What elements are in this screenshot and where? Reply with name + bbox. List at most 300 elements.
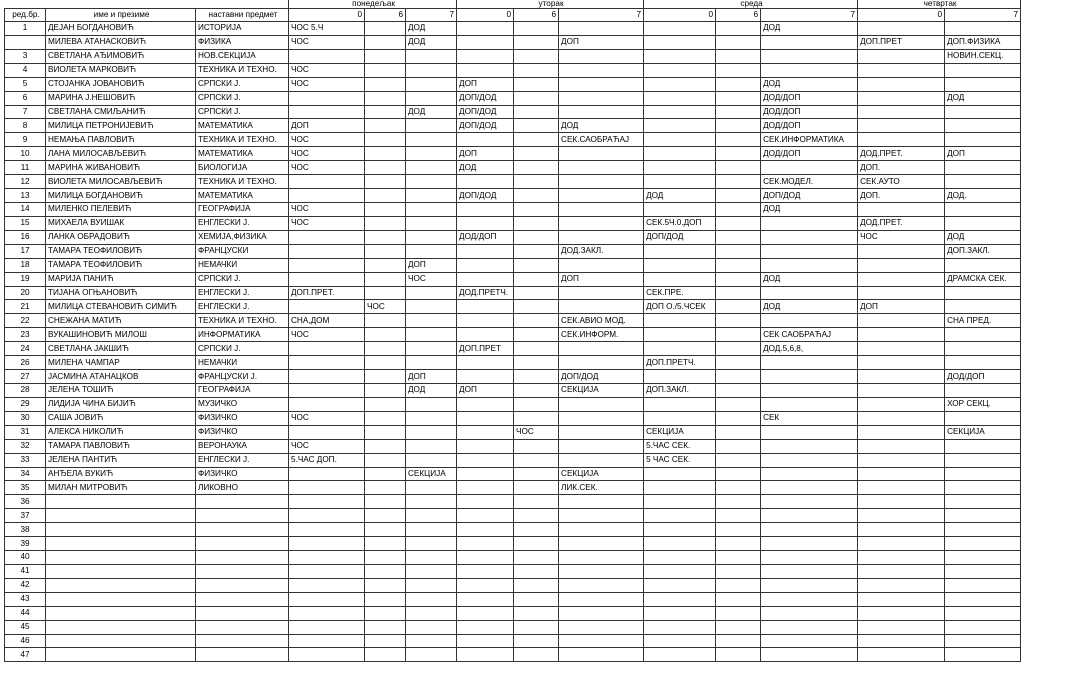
teacher-name-cell: ТАМАРА ТЕОФИЛОВИЋ <box>46 258 196 272</box>
teacher-name-cell: ЈАСМИНА АТАНАЦКОВ <box>46 370 196 384</box>
teacher-name-cell: МАРИЈА ПАНИЋ <box>46 272 196 286</box>
schedule-cell <box>514 564 559 578</box>
schedule-cell <box>406 202 457 216</box>
table-row <box>5 300 1021 314</box>
schedule-cell <box>644 411 716 425</box>
schedule-cell <box>644 49 716 63</box>
subject-cell: БИОЛОГИЈА <box>196 161 289 175</box>
schedule-cell <box>716 425 761 439</box>
schedule-cell <box>514 272 559 286</box>
row-number-cell: 15 <box>5 216 46 230</box>
schedule-cell <box>761 161 858 175</box>
table-row <box>5 411 1021 425</box>
schedule-cell <box>406 592 457 606</box>
schedule-cell: ДОП <box>406 370 457 384</box>
schedule-cell <box>514 258 559 272</box>
schedule-cell: ДОД <box>945 230 1021 244</box>
schedule-cell <box>716 49 761 63</box>
schedule-cell <box>514 606 559 620</box>
schedule-cell <box>289 397 365 411</box>
schedule-cell <box>644 578 716 592</box>
schedule-cell <box>406 189 457 203</box>
schedule-cell <box>644 342 716 356</box>
subject-cell: ЕНГЛЕСКИ Ј. <box>196 286 289 300</box>
subject-cell: СРПСКИ Ј. <box>196 105 289 119</box>
subject-cell: ТЕХНИКА И ТЕХНО. <box>196 175 289 189</box>
schedule-cell <box>365 161 406 175</box>
schedule-cell <box>644 133 716 147</box>
schedule-cell <box>761 606 858 620</box>
schedule-cell <box>406 606 457 620</box>
schedule-cell <box>289 523 365 537</box>
schedule-cell: ХОР СЕКЦ. <box>945 397 1021 411</box>
schedule-cell <box>406 495 457 509</box>
name-column-header: име и презиме <box>46 9 196 22</box>
schedule-cell <box>289 49 365 63</box>
schedule-cell <box>365 495 406 509</box>
table-row <box>5 356 1021 370</box>
period-header: 0 <box>858 9 945 22</box>
schedule-cell <box>365 77 406 91</box>
table-row <box>5 91 1021 105</box>
schedule-cell: СЕК <box>761 411 858 425</box>
schedule-cell <box>457 63 514 77</box>
schedule-cell <box>761 620 858 634</box>
schedule-cell <box>457 22 514 36</box>
row-number-cell: 28 <box>5 383 46 397</box>
schedule-cell <box>644 147 716 161</box>
schedule-cell: ДОД.ЗАКЛ. <box>559 244 644 258</box>
schedule-cell <box>406 49 457 63</box>
schedule-cell <box>716 147 761 161</box>
schedule-cell <box>514 439 559 453</box>
schedule-cell <box>365 49 406 63</box>
schedule-cell <box>514 35 559 49</box>
schedule-cell <box>365 634 406 648</box>
schedule-cell <box>716 634 761 648</box>
table-row <box>5 564 1021 578</box>
schedule-cell <box>644 161 716 175</box>
schedule-cell: ЧОС <box>365 300 406 314</box>
schedule-cell <box>514 537 559 551</box>
schedule-cell <box>406 77 457 91</box>
schedule-cell: СЕКЦИЈА <box>406 467 457 481</box>
schedule-cell <box>945 439 1021 453</box>
subject-cell: ВЕРОНАУКА <box>196 439 289 453</box>
schedule-cell: ДОД/ДОП <box>761 119 858 133</box>
schedule-cell <box>514 286 559 300</box>
schedule-cell <box>514 578 559 592</box>
schedule-cell <box>644 258 716 272</box>
schedule-cell <box>406 648 457 662</box>
schedule-cell <box>644 397 716 411</box>
table-row <box>5 495 1021 509</box>
row-number-cell: 45 <box>5 620 46 634</box>
schedule-cell <box>644 495 716 509</box>
day-wednesday: среда <box>644 0 858 9</box>
schedule-cell <box>858 314 945 328</box>
row-number-cell <box>5 35 46 49</box>
table-row <box>5 397 1021 411</box>
table-row <box>5 272 1021 286</box>
schedule-cell <box>406 481 457 495</box>
period-header: 7 <box>559 9 644 22</box>
row-number-cell: 35 <box>5 481 46 495</box>
table-row <box>5 328 1021 342</box>
schedule-cell: ДОД/ДОП <box>761 105 858 119</box>
schedule-cell <box>457 328 514 342</box>
schedule-cell <box>406 453 457 467</box>
schedule-cell <box>858 119 945 133</box>
subject-cell: ТЕХНИКА И ТЕХНО. <box>196 63 289 77</box>
table-row <box>5 119 1021 133</box>
schedule-cell <box>406 119 457 133</box>
teacher-name-cell <box>46 495 196 509</box>
schedule-cell <box>365 105 406 119</box>
subject-cell: ГЕОГРАФИЈА <box>196 202 289 216</box>
schedule-cell <box>514 481 559 495</box>
subject-cell: ИСТОРИЈА <box>196 22 289 36</box>
period-header: 7 <box>406 9 457 22</box>
schedule-cell <box>365 272 406 286</box>
schedule-cell: ДОП <box>559 35 644 49</box>
teacher-name-cell: МИЛЕНКО ПЕЛЕВИЋ <box>46 202 196 216</box>
schedule-cell <box>559 578 644 592</box>
schedule-cell <box>457 481 514 495</box>
schedule-cell <box>761 63 858 77</box>
schedule-cell: ЧОС <box>289 216 365 230</box>
schedule-cell: ДОП/ДОД <box>457 91 514 105</box>
schedule-cell <box>716 509 761 523</box>
schedule-cell <box>716 551 761 565</box>
schedule-cell <box>365 537 406 551</box>
schedule-cell: ДОД <box>457 161 514 175</box>
teacher-name-cell: САША ЈОВИЋ <box>46 411 196 425</box>
schedule-cell <box>559 216 644 230</box>
subject-cell <box>196 551 289 565</box>
table-row <box>5 314 1021 328</box>
row-number-cell: 27 <box>5 370 46 384</box>
schedule-cell <box>289 300 365 314</box>
schedule-cell <box>858 133 945 147</box>
schedule-cell: ЧОС <box>289 35 365 49</box>
table-row <box>5 648 1021 662</box>
subject-cell <box>196 648 289 662</box>
schedule-cell: СЕКЦИЈА <box>945 425 1021 439</box>
row-number-cell: 40 <box>5 551 46 565</box>
teacher-name-cell: ДЕЈАН БОГДАНОВИЋ <box>46 22 196 36</box>
schedule-cell <box>406 397 457 411</box>
schedule-cell <box>365 230 406 244</box>
schedule-cell <box>945 300 1021 314</box>
schedule-cell: ЧОС <box>406 272 457 286</box>
schedule-cell <box>457 49 514 63</box>
schedule-cell <box>289 383 365 397</box>
schedule-cell: СЕК.МОДЕЛ. <box>761 175 858 189</box>
schedule-cell: СНА ПРЕД. <box>945 314 1021 328</box>
schedule-cell <box>406 230 457 244</box>
schedule-cell <box>289 551 365 565</box>
period-header: 7 <box>945 9 1021 22</box>
schedule-cell <box>858 272 945 286</box>
schedule-cell <box>457 216 514 230</box>
schedule-cell <box>457 244 514 258</box>
period-header: 6 <box>365 9 406 22</box>
subject-cell <box>196 537 289 551</box>
schedule-cell <box>644 314 716 328</box>
schedule-cell <box>716 481 761 495</box>
schedule-cell <box>945 648 1021 662</box>
schedule-cell: ЧОС <box>289 202 365 216</box>
subject-column-header: наставни предмет <box>196 9 289 22</box>
period-header: 0 <box>644 9 716 22</box>
schedule-cell <box>514 63 559 77</box>
schedule-cell <box>559 189 644 203</box>
schedule-cell <box>365 564 406 578</box>
subject-cell: ФРАНЦУСКИ Ј. <box>196 370 289 384</box>
subject-cell: ГЕОГРАФИЈА <box>196 383 289 397</box>
schedule-cell <box>559 202 644 216</box>
schedule-cell <box>716 495 761 509</box>
schedule-cell: ЧОС <box>289 147 365 161</box>
schedule-cell <box>559 495 644 509</box>
table-row <box>5 592 1021 606</box>
schedule-cell <box>716 63 761 77</box>
schedule-cell <box>365 216 406 230</box>
schedule-cell <box>559 22 644 36</box>
teacher-name-cell: ВУКАШИНОВИЋ МИЛОШ <box>46 328 196 342</box>
teacher-name-cell: СВЕТЛАНА ЈАКШИЋ <box>46 342 196 356</box>
schedule-cell <box>716 314 761 328</box>
schedule-cell <box>716 397 761 411</box>
schedule-cell <box>945 202 1021 216</box>
schedule-cell: ДОД. <box>945 189 1021 203</box>
schedule-cell <box>514 119 559 133</box>
schedule-cell <box>289 189 365 203</box>
schedule-cell <box>716 467 761 481</box>
row-number-cell: 13 <box>5 189 46 203</box>
schedule-cell <box>716 258 761 272</box>
schedule-cell: ДОП.ЗАКЛ. <box>644 383 716 397</box>
schedule-cell <box>858 22 945 36</box>
schedule-cell <box>716 244 761 258</box>
schedule-cell <box>457 300 514 314</box>
day-header-row <box>5 0 1021 9</box>
schedule-cell <box>761 648 858 662</box>
schedule-cell <box>406 537 457 551</box>
schedule-cell <box>289 620 365 634</box>
schedule-cell <box>406 425 457 439</box>
schedule-cell <box>716 606 761 620</box>
schedule-cell <box>761 592 858 606</box>
subject-cell: ЛИКОВНО <box>196 481 289 495</box>
subject-cell: ИНФОРМАТИКА <box>196 328 289 342</box>
schedule-cell <box>289 481 365 495</box>
period-header: 0 <box>289 9 365 22</box>
row-number-cell: 46 <box>5 634 46 648</box>
schedule-cell <box>365 523 406 537</box>
schedule-cell <box>858 77 945 91</box>
schedule-cell: ДОП <box>858 300 945 314</box>
schedule-cell <box>457 578 514 592</box>
schedule-cell <box>559 453 644 467</box>
schedule-cell <box>289 648 365 662</box>
schedule-cell <box>289 592 365 606</box>
schedule-cell <box>644 119 716 133</box>
schedule-cell <box>289 370 365 384</box>
schedule-cell <box>716 411 761 425</box>
schedule-cell: ДОП/ДОД <box>457 105 514 119</box>
subject-cell: СРПСКИ Ј. <box>196 91 289 105</box>
table-row <box>5 286 1021 300</box>
schedule-cell: СЕК.5Ч.0.ДОП <box>644 216 716 230</box>
schedule-cell <box>457 523 514 537</box>
schedule-cell <box>858 411 945 425</box>
schedule-cell <box>514 202 559 216</box>
schedule-cell <box>761 314 858 328</box>
schedule-cell <box>457 439 514 453</box>
schedule-cell <box>644 370 716 384</box>
schedule-cell <box>559 49 644 63</box>
schedule-cell <box>289 244 365 258</box>
schedule-cell: СЕК САОБРАЋАЈ <box>761 328 858 342</box>
schedule-cell <box>716 272 761 286</box>
schedule-body <box>5 0 1021 662</box>
schedule-cell <box>716 370 761 384</box>
day-monday: понедељак <box>289 0 457 9</box>
schedule-cell <box>457 634 514 648</box>
schedule-cell <box>559 523 644 537</box>
teacher-name-cell: СТОЈАНКА ЈОВАНОВИЋ <box>46 77 196 91</box>
schedule-cell <box>716 22 761 36</box>
schedule-cell <box>457 453 514 467</box>
row-number-cell: 20 <box>5 286 46 300</box>
schedule-cell <box>858 620 945 634</box>
schedule-cell <box>644 77 716 91</box>
schedule-cell <box>761 397 858 411</box>
subject-cell: ФИЗИКА <box>196 35 289 49</box>
row-number-cell: 30 <box>5 411 46 425</box>
row-number-cell: 31 <box>5 425 46 439</box>
schedule-cell: ДОП. <box>858 161 945 175</box>
row-number-cell: 42 <box>5 578 46 592</box>
schedule-cell <box>365 133 406 147</box>
schedule-cell <box>514 523 559 537</box>
schedule-cell <box>289 258 365 272</box>
schedule-cell: ЧОС <box>289 328 365 342</box>
schedule-cell <box>514 77 559 91</box>
teacher-name-cell <box>46 606 196 620</box>
schedule-cell <box>858 592 945 606</box>
table-row <box>5 481 1021 495</box>
schedule-cell <box>457 356 514 370</box>
schedule-cell <box>945 77 1021 91</box>
schedule-cell <box>457 495 514 509</box>
schedule-cell <box>716 537 761 551</box>
schedule-cell <box>365 342 406 356</box>
row-number-cell: 12 <box>5 175 46 189</box>
schedule-cell <box>716 439 761 453</box>
schedule-cell <box>514 314 559 328</box>
schedule-cell <box>514 189 559 203</box>
schedule-cell <box>514 397 559 411</box>
schedule-cell <box>644 620 716 634</box>
schedule-cell: СЕК.АВИО МОД. <box>559 314 644 328</box>
schedule-cell <box>716 91 761 105</box>
schedule-cell <box>945 523 1021 537</box>
row-number-cell: 22 <box>5 314 46 328</box>
schedule-cell: 5.ЧАС СЕК. <box>644 439 716 453</box>
schedule-cell: ДОП О./5.ЧСЕК <box>644 300 716 314</box>
table-row <box>5 22 1021 36</box>
schedule-cell: ДОД/ДОП <box>761 147 858 161</box>
teacher-name-cell: АЛЕКСА НИКОЛИЋ <box>46 425 196 439</box>
teacher-name-cell <box>46 578 196 592</box>
schedule-cell <box>858 537 945 551</box>
schedule-cell: ЧОС <box>289 439 365 453</box>
schedule-cell <box>644 509 716 523</box>
schedule-cell <box>761 356 858 370</box>
teacher-name-cell <box>46 509 196 523</box>
schedule-cell: ДРАМСКА СЕК. <box>945 272 1021 286</box>
schedule-cell <box>761 634 858 648</box>
schedule-cell <box>365 439 406 453</box>
schedule-cell <box>406 147 457 161</box>
schedule-cell <box>716 383 761 397</box>
table-row <box>5 509 1021 523</box>
schedule-cell: ДОП <box>406 258 457 272</box>
schedule-cell <box>716 77 761 91</box>
subject-cell: МАТЕМАТИКА <box>196 189 289 203</box>
subject-cell: СРПСКИ Ј. <box>196 77 289 91</box>
schedule-cell <box>365 63 406 77</box>
schedule-cell: СЕКЦИЈА <box>559 467 644 481</box>
schedule-cell <box>289 495 365 509</box>
schedule-cell: СЕК.ИНФОРМ. <box>559 328 644 342</box>
schedule-cell <box>716 189 761 203</box>
column-header-row <box>5 9 1021 22</box>
teacher-name-cell: ЈЕЛЕНА ТОШИЋ <box>46 383 196 397</box>
schedule-cell <box>644 35 716 49</box>
schedule-cell <box>858 578 945 592</box>
schedule-cell: ДОП. <box>858 189 945 203</box>
schedule-cell <box>289 230 365 244</box>
schedule-cell <box>514 342 559 356</box>
subject-cell: НЕМАЧКИ <box>196 258 289 272</box>
schedule-cell <box>858 244 945 258</box>
schedule-cell <box>559 91 644 105</box>
schedule-cell <box>945 495 1021 509</box>
schedule-cell <box>716 286 761 300</box>
schedule-cell <box>406 300 457 314</box>
schedule-cell <box>365 397 406 411</box>
schedule-cell <box>761 509 858 523</box>
table-row <box>5 230 1021 244</box>
schedule-cell <box>559 230 644 244</box>
schedule-cell <box>406 216 457 230</box>
teacher-name-cell: МИЛЕВА АТАНАСКОВИЋ <box>46 35 196 49</box>
schedule-cell <box>858 105 945 119</box>
schedule-cell <box>858 564 945 578</box>
row-number-cell: 14 <box>5 202 46 216</box>
schedule-cell <box>406 578 457 592</box>
schedule-cell <box>559 77 644 91</box>
schedule-cell <box>761 537 858 551</box>
schedule-cell <box>514 328 559 342</box>
subject-cell: ЕНГЛЕСКИ Ј. <box>196 300 289 314</box>
schedule-cell <box>644 551 716 565</box>
teacher-name-cell: МИЛЕНА ЧАМПАР <box>46 356 196 370</box>
